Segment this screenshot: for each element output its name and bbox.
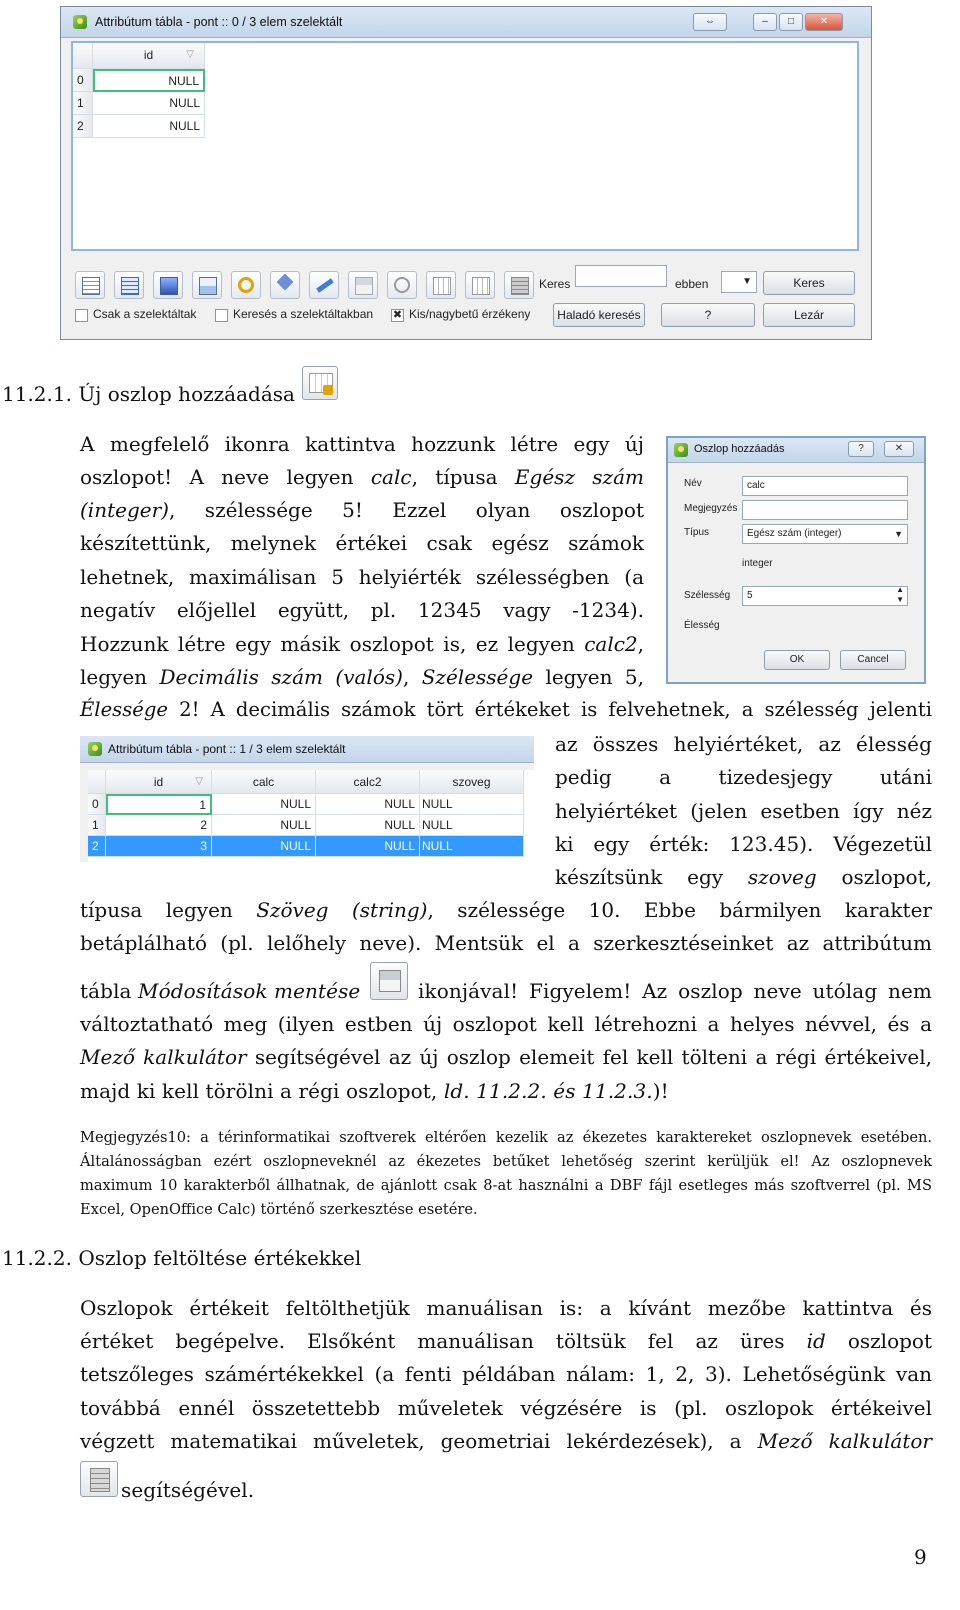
column-header-id[interactable]: id ▽ xyxy=(93,43,205,69)
paragraph-line: ki egy érték: 123.45). Végezetül xyxy=(555,832,932,856)
paragraph-line: Hozzunk létre egy másik oszlopot is, ez legyen calc2, xyxy=(80,632,644,656)
column-header-calc[interactable]: calc xyxy=(212,770,316,794)
close-dialog-button[interactable]: Lezár xyxy=(763,303,855,327)
paragraph-line: tetszőleges számértékekkel (a fenti példában nálam: 1, 2, 3). Lehetőségünk van xyxy=(80,1362,932,1386)
type-select[interactable]: Egész szám (integer) ▼ xyxy=(742,524,908,544)
unselect-all-button[interactable] xyxy=(75,271,105,299)
paragraph-line: majd ki kell törölni a régi oszlopot, ld. 11.2.2. és 11.2.3.)! xyxy=(80,1079,669,1103)
search-button[interactable]: Keres xyxy=(763,271,855,295)
restore-arrows-button[interactable]: ⇔ xyxy=(693,13,727,31)
paragraph-line: negatív előjellel együtt, pl. 12345 vagy -1234). xyxy=(80,598,644,622)
table-cell-selected[interactable]: NULL xyxy=(316,836,420,857)
chevron-down-icon: ▼ xyxy=(742,276,752,287)
qgis-logo-icon xyxy=(73,15,87,29)
table-cell[interactable]: NULL xyxy=(93,115,205,138)
dialog-close-button[interactable]: ✕ xyxy=(884,441,914,457)
width-spinbox[interactable]: 5 ▲ ▼ xyxy=(742,586,908,606)
table-cell-selected[interactable]: NULL xyxy=(420,836,524,857)
row-header[interactable]: 1 xyxy=(73,92,93,115)
table-cell[interactable]: NULL xyxy=(93,92,205,115)
paragraph-line: értéket begépelve. Elsőként manuálisan töltsük fel az üres id oszlopot xyxy=(80,1329,932,1353)
search-label: Keres xyxy=(539,277,571,291)
table-cell-selected[interactable]: 3 xyxy=(106,836,212,857)
search-input[interactable] xyxy=(575,265,667,287)
maximize-button[interactable]: □ xyxy=(779,13,803,31)
save-edits-icon xyxy=(370,962,408,1000)
dialog-title: Oszlop hozzáadás xyxy=(694,443,785,455)
in-label: ebben xyxy=(675,277,709,291)
paragraph-line: típusa legyen Szöveg (string), szélessége 10. Ebbe bármilyen karakter xyxy=(80,898,932,922)
sort-indicator-icon: ▽ xyxy=(195,776,203,787)
column-header-szoveg[interactable]: szoveg xyxy=(420,770,524,794)
table-cell[interactable]: NULL xyxy=(420,815,524,836)
paragraph-line: tábla Módosítások mentése xyxy=(80,979,361,1003)
new-column-button[interactable] xyxy=(426,271,456,299)
paragraph-line: készítsünk egy szoveg oszlopot, xyxy=(555,865,932,889)
magnifier-icon xyxy=(238,277,254,293)
row-header[interactable]: 0 xyxy=(88,794,106,815)
corner-header xyxy=(73,43,93,69)
note-line: Általánosságban ezért oszlopneveknél az ékezetes betűket lehetőség szerint kerüljük el! Az oszlopnevek xyxy=(80,1153,932,1170)
table-cell[interactable]: NULL xyxy=(212,815,316,836)
new-column-icon xyxy=(302,366,338,400)
paragraph-line: pedig a tizedesjegy utáni xyxy=(555,765,932,789)
corner-header xyxy=(88,770,106,794)
field-calculator-icon xyxy=(80,1461,118,1497)
floppy-icon xyxy=(355,277,373,295)
paragraph-line: változtatható meg (ilyen estben új oszlopot kell létrehozni a helyes névvel, és a xyxy=(80,1012,932,1036)
row-header[interactable]: 2 xyxy=(73,115,93,138)
field-calculator-button[interactable] xyxy=(504,271,534,299)
paragraph-line: az összes helyiértéket, az élesség xyxy=(555,732,932,756)
note-line: maximum 10 karakterből állhatnak, de ajánlott csak 8-at használni a DBF fájl esetleges más szoftverrel (pl. MS xyxy=(80,1177,932,1194)
name-label: Név xyxy=(684,478,702,489)
paragraph-line: oszlopot! A neve legyen calc, típusa Egész szám xyxy=(80,465,644,489)
table-cell[interactable]: 2 xyxy=(106,815,212,836)
table-cell[interactable]: NULL xyxy=(316,794,420,815)
paragraph-line: továbbá ennél összetettebb műveletek végzésére is (pl. oszlopok értékeivel xyxy=(80,1396,932,1420)
comment-label: Megjegyzés xyxy=(684,503,738,514)
save-edits-button[interactable] xyxy=(348,271,378,299)
name-input[interactable]: calc xyxy=(742,476,908,496)
close-button[interactable]: ✕ xyxy=(805,13,843,31)
dialog-title-bar xyxy=(668,438,924,463)
paragraph-line: legyen Decimális szám (valós), Szélessége legyen 5, xyxy=(80,665,644,689)
qgis-logo-icon xyxy=(88,742,102,756)
pencil-icon xyxy=(316,278,334,292)
spin-arrows-icon: ▲ ▼ xyxy=(896,585,904,604)
only-selected-checkbox[interactable] xyxy=(75,309,88,322)
row-header[interactable]: 0 xyxy=(73,69,93,92)
comment-input[interactable] xyxy=(742,500,908,520)
dialog-help-button[interactable]: ? xyxy=(848,441,874,457)
search-in-selected-checkbox[interactable] xyxy=(215,309,228,322)
paragraph-line: készítettünk, melynek értékei csak egész számok xyxy=(80,531,644,555)
move-selection-to-top-button[interactable] xyxy=(192,271,222,299)
sort-indicator-icon: ▽ xyxy=(186,49,194,60)
paragraph-line: Élessége 2! A decimális számok tört értékeket is felvehetnek, a szélesség jelenti xyxy=(80,698,932,721)
table-cell[interactable]: NULL xyxy=(93,69,205,92)
title-bar xyxy=(80,736,534,763)
paragraph-line: betáplálható (pl. lelőhely neve). Mentsük el a szerkesztéseinket az attribútum xyxy=(80,931,932,955)
note-line: Megjegyzés10: a térinformatikai szoftverek eltérően kezelik az ékezetes karaktereket oszlopnevek esetében. xyxy=(80,1129,932,1146)
title-bar xyxy=(61,7,871,38)
paragraph-line: A megfelelő ikonra kattintva hozzunk létre egy új xyxy=(80,432,644,456)
column-header-id[interactable]: id ▽ xyxy=(106,770,212,794)
precision-label: Élesség xyxy=(684,620,720,631)
type-label: Típus xyxy=(684,527,710,538)
search-field-select[interactable] xyxy=(721,271,757,293)
paragraph-line: ikonjával! Figyelem! Az oszlop neve utólag nem xyxy=(418,979,932,1003)
table-cell[interactable]: NULL xyxy=(420,794,524,815)
section-heading-2: 11.2.2. Oszlop feltöltése értékekkel xyxy=(2,1246,362,1270)
table-cell[interactable]: 1 xyxy=(106,794,212,815)
advanced-search-button[interactable]: Haladó keresés xyxy=(553,303,645,327)
chevron-down-icon: ▼ xyxy=(894,529,903,539)
calculator-icon xyxy=(511,277,529,295)
table-cell-selected[interactable]: NULL xyxy=(212,836,316,857)
table-cell[interactable]: NULL xyxy=(316,815,420,836)
column-header-calc2[interactable]: calc2 xyxy=(316,770,420,794)
paragraph-line: végzett matematikai műveletek, geometriai lekérdezések), a Mező kalkulátor xyxy=(80,1429,932,1453)
zoom-to-selection-button[interactable] xyxy=(231,271,261,299)
qgis-logo-icon xyxy=(674,443,688,457)
paragraph-line: lehetnek, maximálisan 5 helyiérték szélességben (a xyxy=(80,565,644,589)
new-column-icon xyxy=(433,277,451,295)
attribute-grid-2[interactable] xyxy=(88,770,534,862)
window-title: Attribútum tábla - pont :: 1 / 3 elem szelektált xyxy=(108,742,346,756)
help-button[interactable]: ? xyxy=(661,303,755,327)
paragraph-line: (integer), szélessége 5! Ezzel olyan oszlopot xyxy=(80,498,644,522)
delete-selected-button[interactable] xyxy=(387,271,417,299)
section-heading: 11.2.1. Új oszlop hozzáadása xyxy=(2,382,295,406)
add-column-dialog xyxy=(666,436,926,684)
ok-button[interactable]: OK xyxy=(764,650,830,670)
cancel-button[interactable]: Cancel xyxy=(840,650,906,670)
paragraph-line: Oszlopok értékeit feltölthetjük manuálisan is: a kívánt mezőbe kattintva és xyxy=(80,1296,932,1320)
case-sensitive-label: Kis/nagybetű érzékeny xyxy=(409,307,531,321)
delete-icon xyxy=(394,277,410,293)
table-cell[interactable]: NULL xyxy=(212,794,316,815)
row-header[interactable]: 1 xyxy=(88,815,106,836)
toggle-editing-button[interactable] xyxy=(309,271,339,299)
paragraph-line: segítségével. xyxy=(121,1478,255,1502)
width-label: Szélesség xyxy=(684,590,731,601)
row-header-selected[interactable]: 2 xyxy=(88,836,106,857)
delete-column-button[interactable] xyxy=(465,271,495,299)
note-line: Excel, OpenOffice Calc) történő szerkesztése esetére. xyxy=(80,1201,478,1218)
type-hint: integer xyxy=(742,558,773,569)
pan-to-selection-button[interactable] xyxy=(270,271,300,299)
only-selected-label: Csak a szelektáltak xyxy=(93,307,197,321)
attribute-table-window-2 xyxy=(80,736,534,862)
window-title: Attribútum tábla - pont :: 0 / 3 elem szelektált xyxy=(95,15,343,29)
minimize-button[interactable]: – xyxy=(753,13,777,31)
delete-column-icon xyxy=(472,277,490,295)
pan-icon xyxy=(277,274,294,291)
page-number: 9 xyxy=(914,1545,927,1569)
case-sensitive-checkbox[interactable]: ✖ xyxy=(392,309,403,321)
invert-selection-button[interactable] xyxy=(153,271,183,299)
attribute-table-window xyxy=(60,6,872,340)
paragraph-line: helyiértéket (jelen esetben így néz xyxy=(555,799,932,823)
attribute-grid[interactable] xyxy=(71,41,859,251)
paragraph-line: Mező kalkulátor segítségével az új oszlop elemeit fel kell tölteni a régi értékeivel, xyxy=(80,1045,932,1069)
select-all-button[interactable] xyxy=(114,271,144,299)
search-in-selected-label: Keresés a szelektáltakban xyxy=(233,307,374,321)
